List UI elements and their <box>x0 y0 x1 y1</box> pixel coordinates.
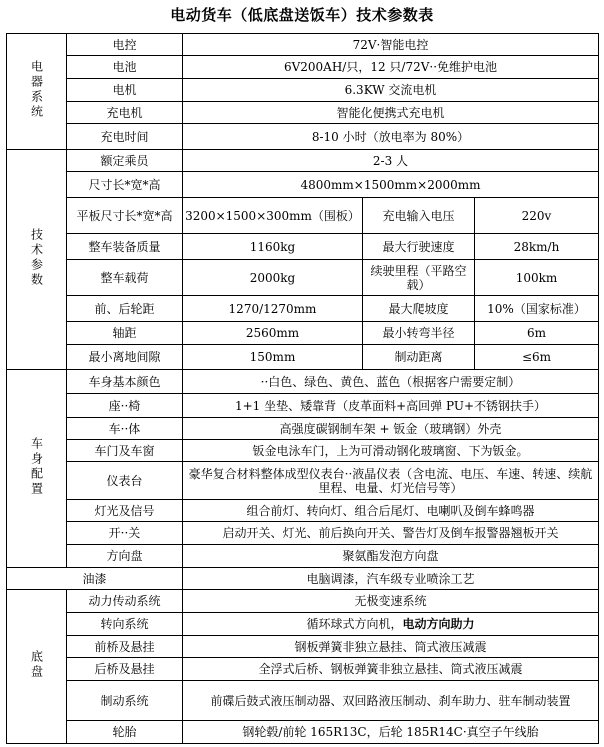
table-row <box>7 681 599 721</box>
row-value: 钢轮毂/前轮 165R13C，后轮 185R14C·真空子午线胎 <box>183 721 599 744</box>
row-value: 28km/h <box>475 234 599 260</box>
row-label: 油漆 <box>7 568 183 590</box>
row-label: 轮胎 <box>67 721 183 744</box>
row-label: 最小离地间隙 <box>67 345 183 370</box>
row-value: 1+1 坐垫、矮靠背（皮革面料+高回弹 PU+不锈钢扶手） <box>183 394 599 418</box>
row-label: 电池 <box>67 56 183 79</box>
row-label: 制动距离 <box>363 345 475 370</box>
row-label: 转向系统 <box>67 613 183 636</box>
category-body: 车身配置 <box>7 370 67 568</box>
row-value: 100km <box>475 260 599 296</box>
row-label: 车··体 <box>67 418 183 440</box>
row-value: ≤6m <box>475 345 599 370</box>
table-row <box>7 322 599 345</box>
row-label: 电机 <box>67 79 183 102</box>
table-row <box>7 522 599 545</box>
row-value: 8-10 小时（放电率为 80%） <box>183 124 599 150</box>
table-row <box>7 394 599 418</box>
table-row <box>7 234 599 260</box>
row-label: 额定乘员 <box>67 150 183 172</box>
table-row <box>7 56 599 79</box>
row-value: 豪华复合材料整体成型仪表台··液晶仪表（含电流、电压、车速、转速、续航里程、电量、灯光信号等） <box>183 462 599 500</box>
table-row <box>7 34 599 56</box>
row-value: 智能化便携式充电机 <box>183 102 599 124</box>
table-row <box>7 462 599 500</box>
row-label: 车身基本颜色 <box>67 370 183 394</box>
row-label: 充电输入电压 <box>363 198 475 234</box>
row-label: 前、后轮距 <box>67 296 183 322</box>
category-technical: 技术参数 <box>7 150 67 370</box>
row-label: 轴距 <box>67 322 183 345</box>
row-value: 2560mm <box>183 322 363 345</box>
steering-bold-text: 电动方向助力 <box>402 617 475 631</box>
row-value: 150mm <box>183 345 363 370</box>
steering-text: 循环球式方向机， <box>306 617 403 631</box>
row-value: 组合前灯、转向灯、组合后尾灯、电喇叭及倒车蜂鸣器 <box>183 500 599 522</box>
table-row <box>7 545 599 568</box>
table-row <box>7 79 599 102</box>
row-label: 座··椅 <box>67 394 183 418</box>
row-value: 6V200AH/只，12 只/72V··免维护电池 <box>183 56 599 79</box>
row-value: 72V·智能电控 <box>183 34 599 56</box>
row-value: 6m <box>475 322 599 345</box>
table-row <box>7 440 599 462</box>
category-electrical: 电器系统 <box>7 34 67 150</box>
row-label: 充电时间 <box>67 124 183 150</box>
table-row <box>7 568 599 590</box>
row-value: 启动开关、灯光、前后换向开关、警告灯及倒车报警器翘板开关 <box>183 522 599 545</box>
table-row <box>7 102 599 124</box>
table-row <box>7 370 599 394</box>
row-label: 车门及车窗 <box>67 440 183 462</box>
row-value: 6.3KW 交流电机 <box>183 79 599 102</box>
category-chassis: 底盘 <box>7 590 67 744</box>
row-value: 钢板弹簧非独立悬挂、筒式液压减震 <box>183 636 599 658</box>
row-label: 平板尺寸长*宽*高 <box>67 198 183 234</box>
row-value: 钣金电泳车门，上为可滑动钢化玻璃窗、下为钣金。 <box>183 440 599 462</box>
table-row <box>7 172 599 198</box>
table-row <box>7 150 599 172</box>
row-value: 220v <box>475 198 599 234</box>
row-label: 方向盘 <box>67 545 183 568</box>
row-label: 最大爬坡度 <box>363 296 475 322</box>
row-label: 后桥及悬挂 <box>67 658 183 681</box>
table-row <box>7 636 599 658</box>
row-label: 整车载荷 <box>67 260 183 296</box>
row-value: 无极变速系统 <box>183 590 599 613</box>
row-value: 2-3 人 <box>183 150 599 172</box>
row-value: 3200×1500×300mm（围板） <box>183 198 363 234</box>
table-row <box>7 124 599 150</box>
row-label: 制动系统 <box>67 681 183 721</box>
row-value: 2000kg <box>183 260 363 296</box>
row-label: 开··关 <box>67 522 183 545</box>
row-label: 前桥及悬挂 <box>67 636 183 658</box>
row-value: ··白色、绿色、黄色、蓝色（根据客户需要定制） <box>183 370 599 394</box>
row-value: 1270/1270mm <box>183 296 363 322</box>
table-row <box>7 345 599 370</box>
row-label: 电控 <box>67 34 183 56</box>
row-value: 10%（国家标准） <box>475 296 599 322</box>
row-label: 仪表台 <box>67 462 183 500</box>
table-row <box>7 198 599 234</box>
spec-table <box>6 33 599 744</box>
row-label: 充电机 <box>67 102 183 124</box>
table-row <box>7 260 599 296</box>
table-row <box>7 590 599 613</box>
table-row <box>7 418 599 440</box>
table-row <box>7 500 599 522</box>
table-row <box>7 721 599 744</box>
page-title: 电动货车（低底盘送饭车）技术参数表 <box>170 6 434 24</box>
row-label: 最小转弯半径 <box>363 322 475 345</box>
row-label: 尺寸长*宽*高 <box>67 172 183 198</box>
row-value: 1160kg <box>183 234 363 260</box>
row-label: 动力传动系统 <box>67 590 183 613</box>
row-value <box>183 613 599 636</box>
table-row <box>7 658 599 681</box>
table-row <box>7 296 599 322</box>
row-value: 高强度碳钢制车架 + 钣金（玻璃钢）外壳 <box>183 418 599 440</box>
row-value: 全浮式后桥、钢板弹簧非独立悬挂、筒式液压减震 <box>183 658 599 681</box>
row-label: 续驶里程（平路空载） <box>363 260 475 296</box>
row-label: 最大行驶速度 <box>363 234 475 260</box>
row-value: 电脑调漆，汽车级专业喷涂工艺 <box>183 568 599 590</box>
row-value: 前碟后鼓式液压制动器、双回路液压制动、刹车助力、驻车制动装置 <box>183 681 599 721</box>
row-label: 整车装备质量 <box>67 234 183 260</box>
row-value: 聚氨酯发泡方向盘 <box>183 545 599 568</box>
table-row <box>7 613 599 636</box>
row-label: 灯光及信号 <box>67 500 183 522</box>
row-value: 4800mm×1500mm×2000mm <box>183 172 599 198</box>
